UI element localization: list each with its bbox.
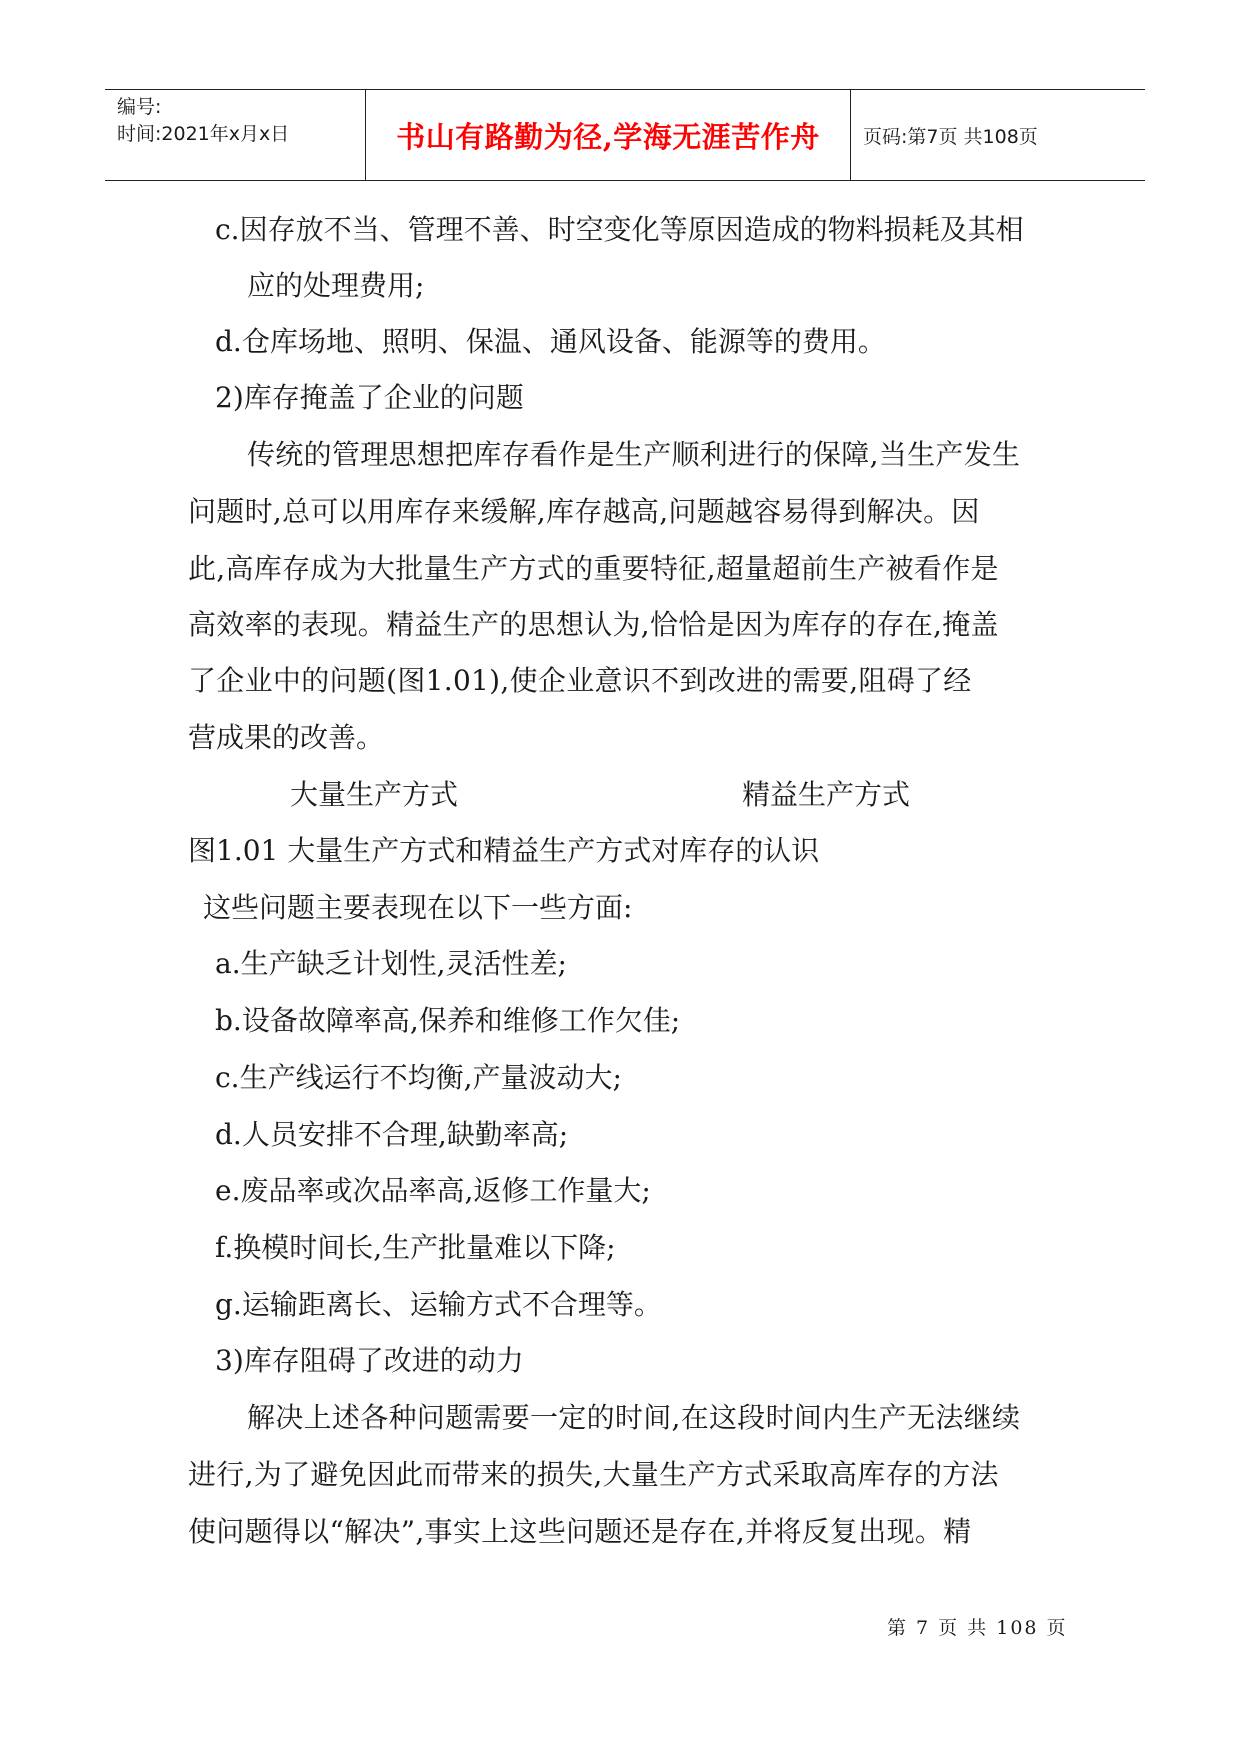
problem-item-c: c.生产线运行不均衡,产量波动大;	[215, 1061, 622, 1094]
figure-right-label: 精益生产方式	[742, 778, 911, 811]
document-number-label: 编号:	[117, 96, 162, 118]
page-footer-number: 第 7 页 共 108 页	[887, 1617, 1068, 1639]
section-3-line-3: 使问题得以“解决”,事实上这些问题还是存在,并将反复出现。精	[188, 1515, 972, 1548]
paragraph-line-6: 营成果的改善。	[188, 721, 385, 754]
paragraph-line-4: 高效率的表现。精益生产的思想认为,恰恰是因为库存的存在,掩盖	[188, 608, 999, 641]
section-2-title: 2)库存掩盖了企业的问题	[215, 381, 524, 414]
page-header	[105, 89, 1145, 181]
document-time-label: 时间:2021年x月x日	[117, 123, 290, 145]
header-page-info: 页码:第7页 共108页	[863, 125, 1038, 148]
section-3-line-1: 解决上述各种问题需要一定的时间,在这段时间内生产无法继续	[247, 1401, 1021, 1434]
problem-item-e: e.废品率或次品率高,返修工作量大;	[215, 1174, 651, 1207]
paragraph-line-3: 此,高库存成为大批量生产方式的重要特征,超量超前生产被看作是	[188, 552, 999, 585]
problem-item-f: f.换模时间长,生产批量难以下降;	[215, 1231, 616, 1264]
problem-item-b: b.设备故障率高,保养和维修工作欠佳;	[215, 1004, 681, 1037]
paragraph-line-1: 传统的管理思想把库存看作是生产顺利进行的保障,当生产发生	[247, 438, 1021, 471]
body-line-c-cost-cont: 应的处理费用;	[247, 269, 425, 302]
section-3-line-2: 进行,为了避免因此而带来的损失,大量生产方式采取高库存的方法	[188, 1458, 999, 1491]
body-line-c-cost: c.因存放不当、管理不善、时空变化等原因造成的物料损耗及其相	[215, 213, 1024, 246]
figure-left-label: 大量生产方式	[290, 778, 459, 811]
figure-caption: 图1.01 大量生产方式和精益生产方式对库存的认识	[188, 834, 820, 867]
problem-item-g: g.运输距离长、运输方式不合理等。	[215, 1288, 662, 1321]
paragraph-line-5: 了企业中的问题(图1.01),使企业意识不到改进的需要,阻碍了经	[188, 664, 972, 697]
paragraph-line-2: 问题时,总可以用库存来缓解,库存越高,问题越容易得到解决。因	[188, 495, 980, 528]
section-3-title: 3)库存阻碍了改进的动力	[215, 1344, 524, 1377]
header-meta	[105, 90, 366, 180]
header-motto: 书山有路勤为径,学海无涯苦作舟	[366, 90, 851, 180]
problems-intro: 这些问题主要表现在以下一些方面:	[203, 891, 633, 924]
problem-item-a: a.生产缺乏计划性,灵活性差;	[215, 947, 567, 980]
body-line-d-cost: d.仓库场地、照明、保温、通风设备、能源等的费用。	[215, 325, 886, 358]
problem-item-d: d.人员安排不合理,缺勤率高;	[215, 1118, 569, 1151]
